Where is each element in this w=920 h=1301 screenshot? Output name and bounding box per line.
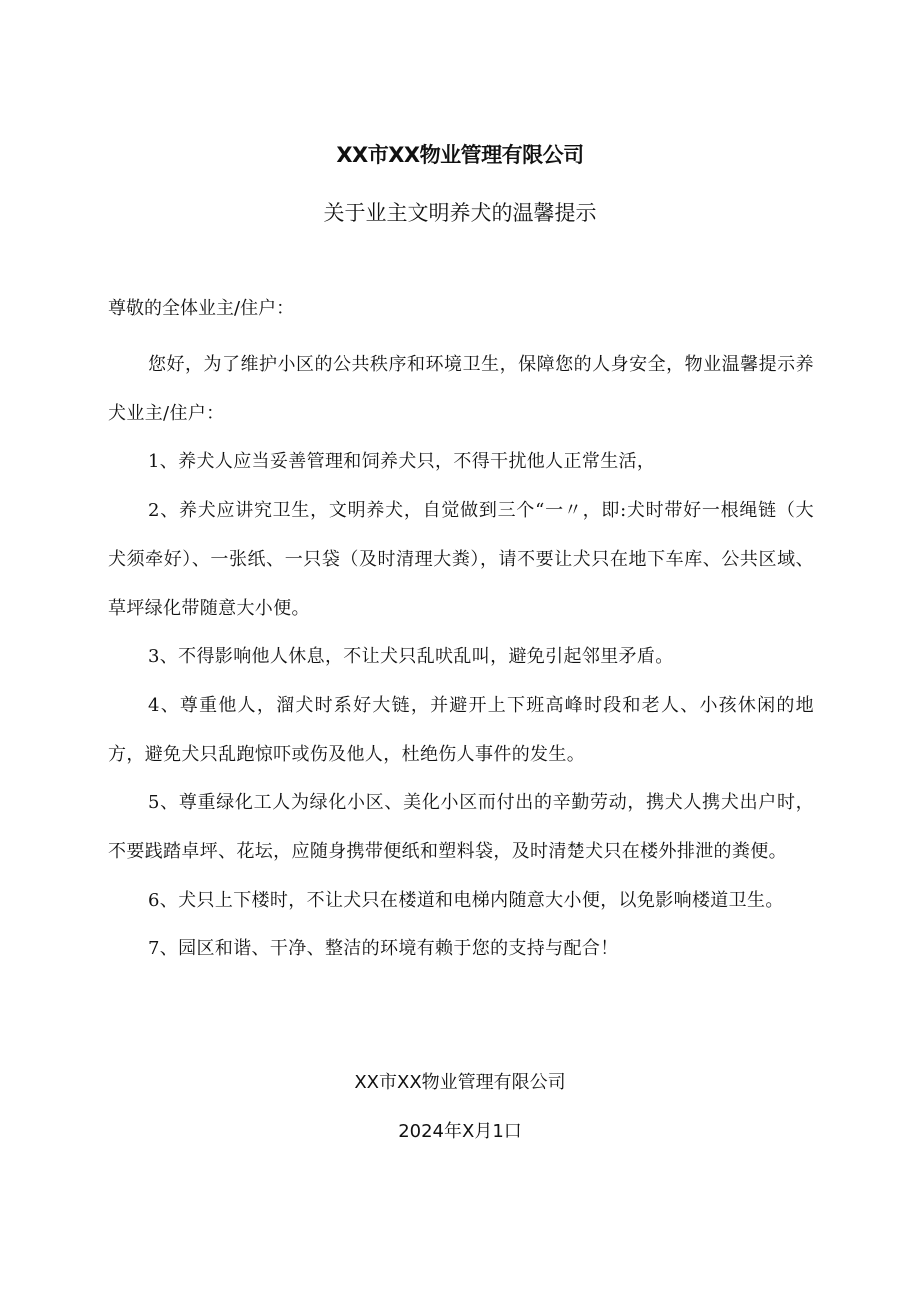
list-item: 6、犬只上下楼时，不让犬只在楼道和电梯内随意大小便，以免影响楼道卫生。	[148, 889, 784, 911]
greeting-line: 尊敬的全体业主/住户：	[108, 298, 295, 319]
intro-paragraph: 您好，为了维护小区的公共秩序和环境卫生，保障您的人身安全，物业温馨提示养犬业主/住户：	[108, 354, 814, 424]
list-item: 4、尊重他人，溜犬时系好大链，并避开上下班高峰时段和老人、小孩休闲的地方，避免犬只乱跑惊吓或伤及他人，杜绝伤人事件的发生。	[108, 694, 814, 765]
list-item: 3、不得影响他人休息，不让犬只乱吠乱叫，避免引起邻里矛盾。	[148, 646, 674, 668]
company-title: XX市XX物业管理有限公司	[336, 143, 584, 167]
list-item: 2、养犬应讲究卫生，文明养犬，自觉做到三个“一〃，即:犬时带好一根绳链（大犬须牵好）、一张纸、一只袋（及时清理大粪），请不要让犬只在地下车库、公共区域、草坪绿化带随意大小便。	[108, 500, 814, 619]
list-item: 5、尊重绿化工人为绿化小区、美化小区而付出的辛勤劳动，携犬人携犬出户时，不要践踏卓坪、花坛，应随身携带便纸和塑料袋，及时清楚犬只在楼外排泄的粪便。	[108, 792, 814, 863]
notice-body	[108, 341, 814, 974]
signature-date: 2024年X月1口	[398, 1121, 522, 1142]
signature-company: XX市XX物业管理有限公司	[354, 1072, 566, 1093]
list-item: 1、养犬人应当妥善管理和饲养犬只，不得干扰他人正常生活，	[148, 451, 656, 473]
list-item: 7、园区和谐、干净、整洁的环境有赖于您的支持与配合！	[148, 938, 619, 960]
notice-title: 关于业主文明养犬的温馨提示	[323, 201, 597, 225]
